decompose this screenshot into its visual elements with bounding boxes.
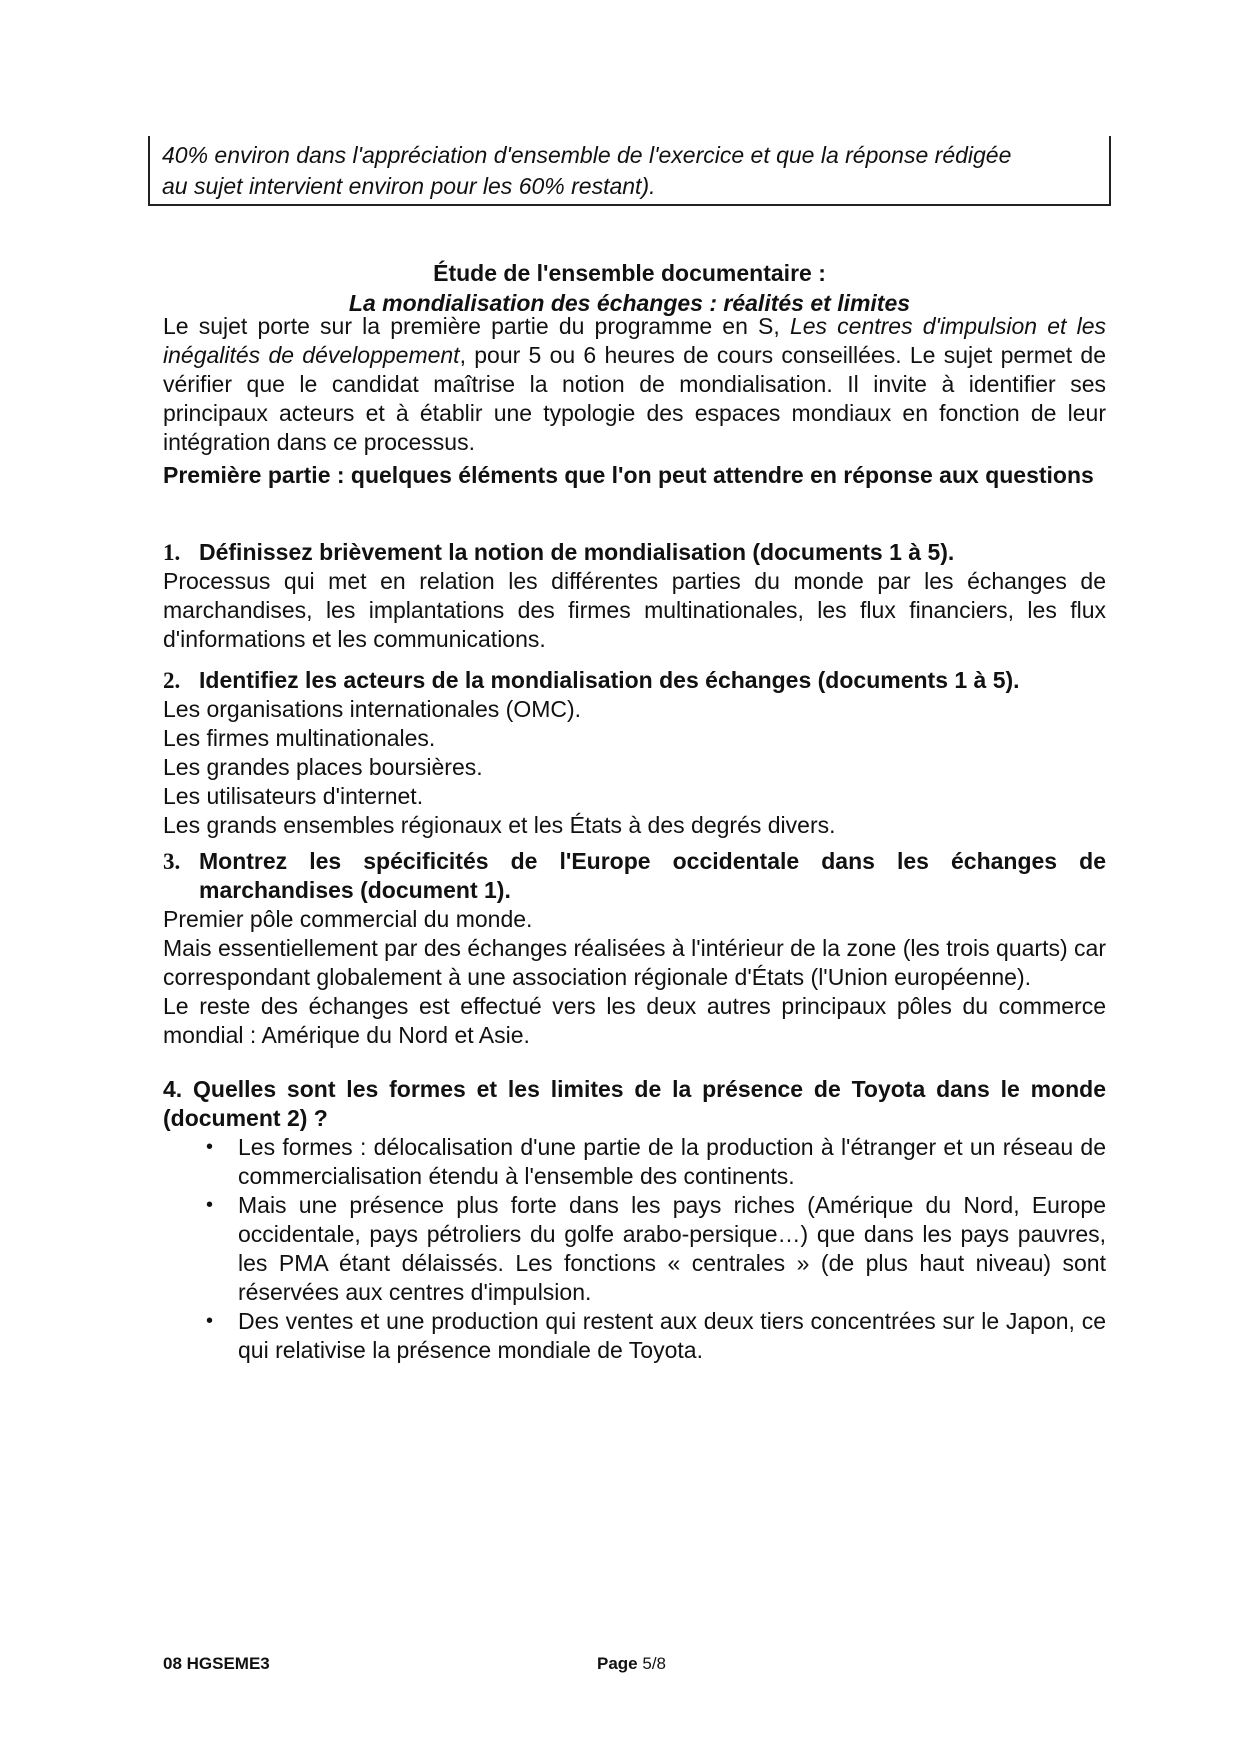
question-3 xyxy=(163,847,1106,1050)
question-4-title-wrap xyxy=(163,1075,1106,1133)
section-title xyxy=(148,258,1111,318)
intro-text-italic: Les centres d'impulsion et les inégalités de développement xyxy=(163,313,1106,368)
question-3-heading xyxy=(163,847,1106,905)
intro-paragraph xyxy=(163,312,1106,457)
question-2-heading xyxy=(163,666,1106,695)
page-number-value: 5/8 xyxy=(642,1654,667,1673)
question-4-heading xyxy=(163,1075,1106,1133)
bullet-text: Des ventes et une production qui restent aux deux tiers concentrées sur le Japon, ce qui relativise la présence mondiale de Toyota. xyxy=(238,1308,1106,1363)
answer-line: Les utilisateurs d'internet. xyxy=(163,783,424,809)
bullet-text: Les formes : délocalisation d'une partie de la production à l'étranger et un réseau de commercialisation étendu à l'ensemble des continents. xyxy=(238,1134,1106,1189)
bullet-icon: • xyxy=(206,1136,214,1158)
answer-line: Le reste des échanges est effectué vers les deux autres principaux pôles du commerce mondial : Amérique du Nord et Asie. xyxy=(163,993,1106,1048)
bullet-icon: • xyxy=(206,1310,214,1332)
section-heading: Étude de l'ensemble documentaire : xyxy=(433,260,826,286)
intro-text-start: Le sujet porte sur la première partie du programme en S, xyxy=(163,313,790,339)
answer-line: Les grandes places boursières. xyxy=(163,754,483,780)
list-item xyxy=(163,1307,1106,1365)
question-4 xyxy=(163,1075,1106,1365)
question-2 xyxy=(163,666,1106,840)
page-label: Page xyxy=(597,1654,638,1673)
question-4-number: 4. xyxy=(163,1076,183,1102)
question-1-number: 1. xyxy=(163,540,181,565)
question-1-heading xyxy=(163,538,1106,567)
question-3-title: Montrez les spécificités de l'Europe occidentale dans les échanges de marchandises (document 1). xyxy=(199,848,1106,903)
answer-line: Les organisations internationales (OMC). xyxy=(163,696,582,722)
bullet-icon: • xyxy=(206,1194,214,1216)
intro-box-line-2: au sujet intervient environ pour les 60% restant). xyxy=(162,173,656,199)
document-code: 08 HGSEME3 xyxy=(163,1654,270,1673)
bullet-text: Mais une présence plus forte dans les pays riches (Amérique du Nord, Europe occidentale, pays pétroliers du golfe arabo-persique…) que dans les pays pauvres, les PMA étant délaissés. Les fonctions « centrales » (de plus haut niveau) sont réservées aux centres d'impulsion. xyxy=(238,1192,1106,1305)
answer-line: Premier pôle commercial du monde. xyxy=(163,906,533,932)
question-3-number: 3. xyxy=(163,849,181,874)
intro-text-end: , pour 5 ou 6 heures de cours conseillées. Le sujet permet de vérifier que le candidat maîtrise la notion de mondialisation. Il invite à identifier ses principaux acteurs et à établir une typologie des espaces mondiaux en fonction de leur intégration dans ce processus. xyxy=(163,342,1106,455)
question-1-answer: Processus qui met en relation les différentes parties du monde par les échanges de marchandises, les implantations des firmes multinationales, les flux financiers, les flux d'informations et les communications. xyxy=(163,568,1106,652)
answer-line: Les firmes multinationales. xyxy=(163,725,436,751)
list-item xyxy=(163,1191,1106,1307)
question-2-title: Identifiez les acteurs de la mondialisation des échanges (documents 1 à 5). xyxy=(199,667,1020,693)
question-1 xyxy=(163,538,1106,654)
question-4-title: Quelles sont les formes et les limites de la présence de Toyota dans le monde (document 2) ? xyxy=(163,1076,1106,1131)
section-subheading: La mondialisation des échanges : réalités et limites xyxy=(348,290,911,316)
answer-line: Les grands ensembles régionaux et les États à des degrés divers. xyxy=(163,812,836,838)
intro-box-line-1: 40% environ dans l'appréciation d'ensemble de l'exercice et que la réponse rédigée xyxy=(162,142,1012,168)
page-number xyxy=(597,1654,666,1674)
question-4-bullets xyxy=(163,1133,1106,1365)
list-item xyxy=(163,1133,1106,1191)
question-1-title: Définissez brièvement la notion de mondialisation (documents 1 à 5). xyxy=(199,539,955,565)
intro-box xyxy=(148,136,1111,206)
part-heading: Première partie : quelques éléments que l'on peut attendre en réponse aux questions xyxy=(163,462,1094,488)
answer-line: Mais essentiellement par des échanges réalisées à l'intérieur de la zone (les trois quarts) car correspondant globalement à une association régionale d'États (l'Union européenne). xyxy=(163,935,1106,990)
question-2-number: 2. xyxy=(163,668,181,693)
